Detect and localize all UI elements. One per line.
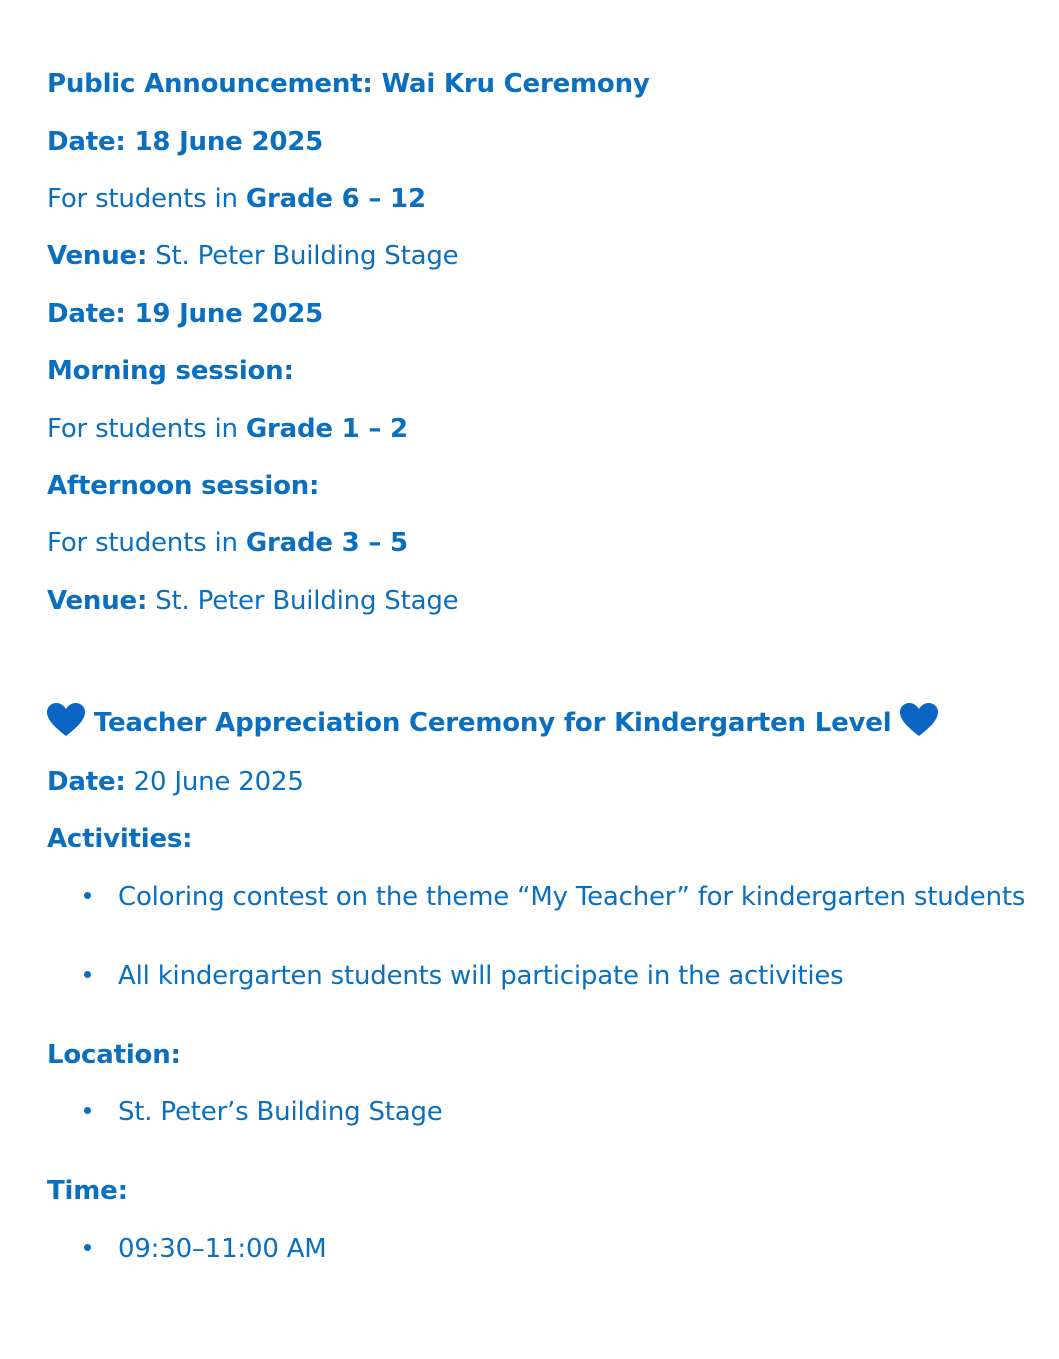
day1-audience: [47, 181, 426, 217]
list-item: [84, 1094, 443, 1130]
morning-audience: [47, 411, 408, 447]
bullet-dot: [84, 1107, 91, 1114]
day1-venue: [47, 238, 458, 274]
kindergarten-date-label: Date:: [47, 767, 126, 797]
bullet-dot: [84, 971, 91, 978]
activities-label: Activities:: [47, 824, 193, 854]
day2-date: Date: 19 June 2025: [47, 299, 324, 329]
day1-grade: Grade 6 – 12: [245, 184, 426, 214]
morning-for-prefix: For students in: [47, 414, 246, 444]
afternoon-session-label: Afternoon session:: [47, 471, 320, 501]
afternoon-audience: [47, 525, 408, 561]
morning-session-label: Morning session:: [47, 356, 294, 386]
activity-text: All kindergarten students will participate in the activities: [118, 961, 844, 991]
time-label: Time:: [47, 1176, 128, 1206]
day2-venue-value: St. Peter Building Stage: [147, 586, 459, 616]
activity-text: Coloring contest on the theme “My Teacher” for kindergarten students: [118, 882, 1026, 912]
bullet-dot: [84, 892, 91, 899]
kindergarten-date-value: 20 June 2025: [125, 767, 304, 797]
kindergarten-date: [47, 764, 304, 800]
day2-venue-label: Venue:: [47, 586, 148, 616]
list-item: [84, 958, 844, 994]
day1-for-prefix: For students in: [47, 184, 246, 214]
list-item: [84, 879, 1025, 915]
bullet-dot: [84, 1244, 91, 1251]
day1-venue-value: St. Peter Building Stage: [147, 241, 459, 271]
list-item: [84, 1231, 327, 1267]
kindergarten-title-row: [47, 705, 938, 741]
afternoon-grade: Grade 3 – 5: [245, 528, 408, 558]
kindergarten-title: Teacher Appreciation Ceremony for Kindergarten Level: [93, 708, 892, 738]
afternoon-for-prefix: For students in: [47, 528, 246, 558]
location-label: Location:: [47, 1040, 181, 1070]
day2-venue: [47, 583, 458, 619]
heart-icon: [900, 703, 938, 737]
day1-date: Date: 18 June 2025: [47, 127, 324, 157]
heart-icon: [47, 703, 85, 737]
morning-grade: Grade 1 – 2: [245, 414, 408, 444]
time-text: 09:30–11:00 AM: [118, 1234, 327, 1264]
location-text: St. Peter’s Building Stage: [118, 1097, 443, 1127]
announcement-title: Public Announcement: Wai Kru Ceremony: [47, 69, 650, 99]
day1-venue-label: Venue:: [47, 241, 148, 271]
